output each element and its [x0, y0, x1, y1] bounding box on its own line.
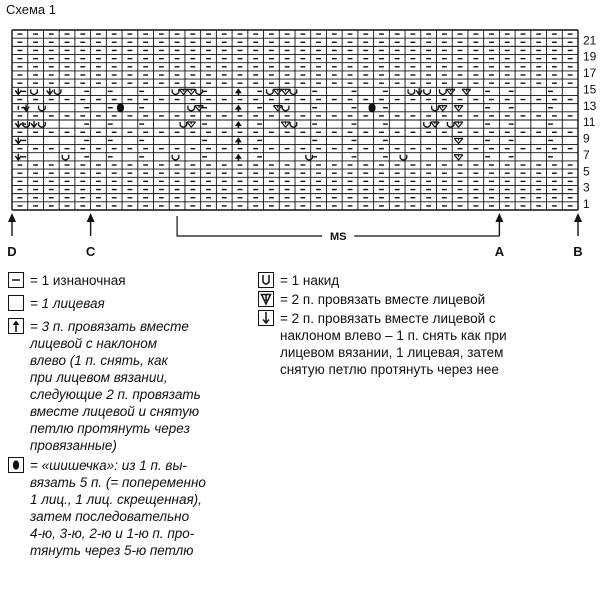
k2tog-symbol [446, 89, 455, 94]
k3tog-arrowhead [235, 154, 242, 159]
k3tog-arrowhead [235, 121, 242, 126]
marker-arrow [495, 213, 503, 222]
yarn-over-symbol [282, 106, 289, 111]
k2tog-symbol [281, 122, 290, 127]
row-number: 5 [583, 164, 590, 179]
yarn-over-symbol [54, 89, 61, 94]
marker-label: B [573, 244, 583, 259]
yarn-over-symbol [188, 106, 195, 111]
k2tog-symbol [273, 106, 282, 111]
ssk-box-icon [258, 310, 274, 326]
legend-text: = «шишечка»: из 1 п. вы- вязать 5 п. (= попеременно 1 лиц., 1 лиц. скрещенная), затем последовательно 4-ю, 3-ю, 2-ю и 1-ю п. про- тянуть через 5-ю петлю [30, 458, 206, 558]
bobble-box-icon [8, 457, 24, 473]
yarn-over-symbol [408, 89, 415, 94]
marker-label: A [494, 244, 505, 259]
k2tog-symbol [187, 89, 196, 94]
yarn-over-symbol [172, 155, 179, 160]
yarn-over-symbol [180, 122, 187, 127]
legend-item [258, 291, 598, 308]
row-number: 11 [583, 115, 596, 130]
row-number: 7 [583, 147, 590, 162]
yarn-over-symbol [39, 106, 46, 111]
marker-label: C [85, 244, 96, 259]
yarn-over-symbol [62, 155, 69, 160]
row-number: 13 [583, 98, 597, 113]
k2tog-symbol [462, 89, 471, 94]
chart-title: Схема 1 [6, 2, 56, 17]
purl-box-icon [8, 272, 24, 288]
yarn-over-symbol [290, 122, 297, 127]
k2tog-symbol [431, 122, 440, 127]
yarn-over-symbol [432, 106, 439, 111]
yarn-over-symbol [440, 89, 447, 94]
k3tog-arrowhead [235, 137, 242, 142]
repeat-label: MS [329, 231, 347, 243]
k2tog-symbol [195, 106, 204, 111]
yarn-over-symbol [31, 89, 38, 94]
yarn-over-symbol [290, 89, 297, 94]
legend-item [258, 310, 598, 378]
legend-text: = 2 п. провязать вместе лицевой с наклоном влево – 1 п. снять как при лицевом вязании, 1 лицевая, затем снятую петлю протянуть через нее [280, 311, 507, 377]
k2tog-symbol [454, 122, 463, 127]
legend-text: = 1 лицевая [30, 296, 105, 311]
yarn-over-symbol [172, 89, 179, 94]
legend-text: = 1 накид [280, 273, 340, 288]
k3tog-arrowhead [235, 88, 242, 93]
row-number: 15 [583, 82, 597, 97]
k2tog-box-icon [258, 291, 274, 307]
row-number: 19 [583, 49, 597, 64]
legend-item [8, 457, 268, 559]
legend-text: = 3 п. провязать вместе лицевой с наклоном влево (1 п. снять, как при лицевом вязании, следующие 2 п. провязать вместе лицевой и снятую петлю протянуть через провязанные) [30, 319, 201, 453]
yarn-over-symbol [424, 89, 431, 94]
knit-box-icon [8, 295, 24, 311]
k2tog-symbol [439, 106, 448, 111]
marker-label: D [7, 244, 17, 259]
row-number: 3 [583, 180, 590, 195]
yarn-over-symbol [306, 155, 313, 160]
yarn-over-symbol [447, 122, 454, 127]
k2tog-symbol [454, 155, 463, 160]
k2tog-symbol [454, 106, 463, 111]
legend-text: = 1 изнаночная [30, 273, 126, 288]
legend-text: = 2 п. провязать вместе лицевой [280, 292, 486, 307]
yo-box-icon [258, 272, 274, 288]
yarn-over-symbol [267, 89, 274, 94]
k2tog-symbol [187, 122, 196, 127]
row-number: 1 [583, 197, 590, 211]
knitting-chart [0, 0, 604, 270]
bobble-symbol [368, 103, 375, 112]
marker-arrow [8, 213, 16, 222]
row-number: 17 [583, 66, 597, 81]
k3tog-arrowhead [235, 105, 242, 110]
bobble-symbol [117, 103, 124, 112]
legend-right [258, 272, 598, 380]
yarn-over-symbol [196, 89, 203, 94]
row-number: 9 [583, 131, 590, 146]
k2tog-symbol [179, 89, 188, 94]
marker-arrow [574, 213, 582, 222]
yarn-over-symbol [400, 155, 407, 160]
legend-left [8, 272, 268, 561]
legend-item [8, 318, 268, 454]
marker-arrow [87, 213, 95, 222]
legend-item [8, 295, 268, 312]
yarn-over-symbol [39, 122, 46, 127]
row-number: 21 [583, 33, 597, 48]
k2tog-symbol [273, 89, 282, 94]
k3tog-box-icon [8, 318, 24, 334]
legend-item [8, 272, 268, 289]
legend-item [258, 272, 598, 289]
k2tog-symbol [281, 89, 290, 94]
yarn-over-symbol [424, 122, 431, 127]
k2tog-symbol [454, 138, 463, 143]
